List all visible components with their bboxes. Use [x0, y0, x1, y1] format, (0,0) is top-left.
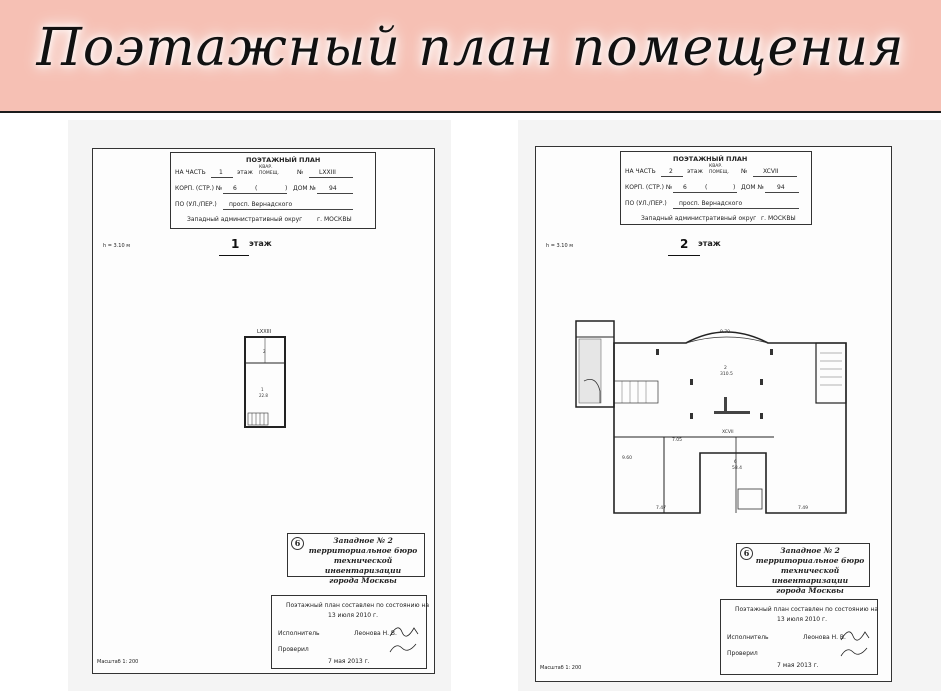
svg-text:58.4: 58.4 — [732, 466, 743, 471]
sign-status: Поэтажный план составлен по состоянию на — [286, 602, 430, 609]
checked-label: Проверил — [278, 646, 309, 653]
sign-date: 13 июля 2010 г. — [328, 612, 379, 619]
paren-close: ) — [285, 185, 288, 192]
street-value: просп. Вернадского — [229, 201, 293, 208]
dom-label: ДОМ № — [293, 185, 316, 192]
title-banner — [0, 0, 941, 113]
street-label: ПО (УЛ./ПЕР.) — [175, 201, 217, 208]
scale-note: Масштаб 1: 200 — [540, 665, 582, 671]
street-label: ПО (УЛ./ПЕР.) — [625, 200, 667, 207]
korp-value: 6 — [683, 184, 687, 191]
korp-label: КОРП. (СТР.) № — [625, 184, 673, 191]
floor-heading-word: этаж — [698, 239, 721, 248]
floor-word: этаж — [687, 168, 703, 175]
stamp-line: территориальное бюро — [755, 556, 865, 565]
svg-text:9.60: 9.60 — [622, 456, 633, 461]
no-label: № — [297, 169, 304, 176]
kvar-label: КВАР. — [709, 164, 723, 169]
floor-plan-sheet-2 — [535, 146, 892, 682]
svg-text:XCVII: XCVII — [722, 430, 734, 435]
stamp-line: технической инвентаризации — [324, 556, 402, 575]
sign-date: 13 июля 2010 г. — [777, 616, 828, 623]
stamp-line: города Москвы — [329, 576, 397, 585]
header-table — [620, 151, 812, 225]
paren-open: ( — [705, 184, 708, 191]
svg-text:310.5: 310.5 — [720, 372, 733, 377]
street-value: просп. Вернадского — [679, 200, 743, 207]
checked-label: Проверил — [727, 650, 758, 657]
height-note: h = 3.10 м — [546, 243, 574, 249]
korp-label: КОРП. (СТР.) № — [175, 185, 223, 192]
executor-name: Леонова Н. В. — [803, 634, 846, 641]
stamp-line: Западное № 2 — [333, 536, 393, 545]
floor-heading-num: 1 — [231, 237, 240, 251]
room-code: LXXIII — [257, 329, 272, 335]
executor-name: Леонова Н. В. — [354, 630, 397, 637]
svg-text:2: 2 — [724, 366, 727, 371]
room-no: XCVII — [763, 168, 779, 175]
svg-text:7.49: 7.49 — [798, 506, 809, 511]
svg-text:2: 2 — [263, 349, 266, 354]
stamp-line: территориальное бюро — [308, 546, 418, 555]
checked-date: 7 мая 2013 г. — [328, 658, 370, 665]
floor-1-plan-drawing — [243, 335, 287, 431]
svg-text:9.70: 9.70 — [720, 330, 731, 335]
floor-num: 2 — [669, 168, 673, 175]
city: г. МОСКВЫ — [317, 216, 352, 223]
no-label: № — [741, 168, 748, 175]
kvar-label: КВАР. — [259, 165, 273, 170]
scale-note: Масштаб 1: 200 — [97, 659, 139, 665]
svg-text:6: 6 — [734, 460, 737, 465]
stamp-number: 6 — [740, 547, 753, 560]
floor-word: этаж — [237, 169, 253, 176]
bti-stamp — [736, 543, 870, 595]
floor-heading-num: 2 — [680, 237, 689, 251]
svg-text:22.8: 22.8 — [259, 393, 268, 398]
signature-block — [271, 595, 430, 669]
korp-value: 6 — [233, 185, 237, 192]
pomesh-label: ПОМЕЩ. — [709, 170, 730, 175]
floor-plan-sheet-1 — [92, 148, 435, 674]
header-table — [170, 152, 376, 229]
signature-graphic — [839, 624, 873, 660]
svg-text:1: 1 — [261, 387, 264, 392]
floor-2-plan-drawing — [574, 319, 860, 521]
dom-label: ДОМ № — [741, 184, 764, 191]
signature-graphic — [388, 620, 422, 656]
floor-num: 1 — [219, 169, 223, 176]
paren-close: ) — [733, 184, 736, 191]
stamp-line: Западное № 2 — [780, 546, 840, 555]
city: г. МОСКВЫ — [761, 215, 796, 222]
room-no: LXXIII — [319, 169, 336, 176]
part-label: НА ЧАСТЬ — [175, 169, 206, 176]
checked-date: 7 мая 2013 г. — [777, 662, 819, 669]
dom-value: 94 — [777, 184, 785, 191]
executor-label: Исполнитель — [278, 630, 320, 637]
part-label: НА ЧАСТЬ — [625, 168, 656, 175]
sign-status: Поэтажный план составлен по состоянию на — [735, 606, 879, 613]
bti-stamp — [287, 533, 425, 585]
signature-block — [720, 599, 878, 675]
stamp-number: 6 — [291, 537, 304, 550]
page-title: Поэтажный план помещения — [36, 18, 905, 78]
height-note: h = 3.10 м — [103, 243, 131, 249]
paren-open: ( — [255, 185, 258, 192]
district: Западный административный округ — [187, 216, 303, 223]
svg-text:7.05: 7.05 — [672, 438, 683, 443]
executor-label: Исполнитель — [727, 634, 769, 641]
dom-value: 94 — [329, 185, 337, 192]
stamp-line: города Москвы — [776, 586, 844, 595]
floor-heading-word: этаж — [249, 239, 272, 248]
pomesh-label: ПОМЕЩ. — [259, 171, 280, 176]
stamp-line: технической инвентаризации — [771, 566, 849, 585]
header-title: ПОЭТАЖНЫЙ ПЛАН — [246, 156, 321, 164]
svg-text:7.47: 7.47 — [656, 506, 667, 511]
header-title: ПОЭТАЖНЫЙ ПЛАН — [673, 155, 748, 163]
district: Западный административный округ — [641, 215, 757, 222]
